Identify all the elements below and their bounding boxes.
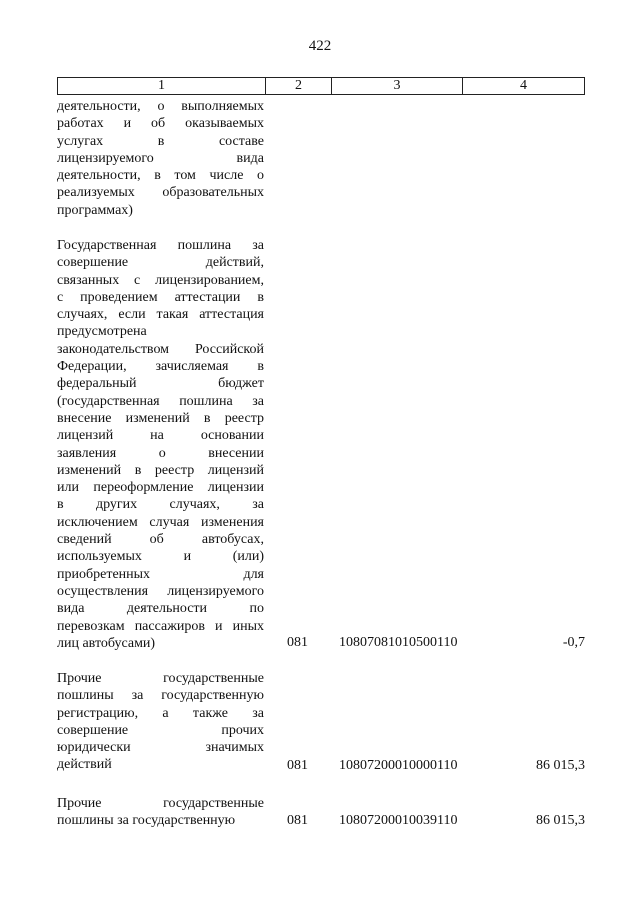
row-description (57, 98, 264, 219)
description-line: пошлины за государственную (57, 813, 236, 829)
row-description (57, 237, 264, 652)
row-description (57, 670, 264, 774)
column-header-3: 3 (331, 78, 462, 94)
description-line: в других случаях, за (57, 497, 264, 513)
description-line: программах) (57, 202, 133, 218)
description-line: услугах в составе (57, 133, 264, 149)
description-line: реализуемых образовательных (57, 185, 264, 201)
admin-code: 081 (287, 758, 308, 773)
description-line: работах и об оказываемых (57, 116, 264, 132)
amount: -0,7 (562, 635, 585, 650)
description-line: предусмотрена (57, 324, 147, 340)
description-line: Прочие государственные (57, 796, 264, 811)
description-line: совершение действий, (57, 255, 264, 271)
description-line: лицензий на основании (57, 428, 264, 444)
budget-code: 10807081010500110 (339, 635, 458, 650)
description-line: осуществления лицензируемого (57, 583, 264, 599)
amount: 86 015,3 (536, 758, 585, 773)
column-header-1: 1 (158, 78, 165, 93)
column-header-2: 2 (265, 78, 331, 94)
description-line: Прочие государственные (57, 671, 264, 686)
table-header (57, 77, 585, 95)
column-header-4: 4 (462, 78, 584, 94)
description-line: используемых и (или) (57, 549, 264, 565)
description-line: действий (57, 757, 112, 773)
description-line: Государственная пошлина за (57, 238, 264, 253)
description-line: случаях, если такая аттестация (57, 307, 264, 323)
description-line: лицензируемого вида (57, 150, 264, 166)
description-line: лиц автобусами) (57, 635, 156, 651)
description-line: внесение изменений в реестр (57, 410, 264, 426)
description-line: приобретенных для (57, 566, 264, 582)
description-line: федеральный бюджет (57, 376, 264, 392)
description-line: пошлины за государственную (57, 688, 264, 704)
row-description (57, 795, 264, 830)
description-line: исключением случая изменения (57, 514, 264, 530)
description-line: регистрацию, а также за (57, 705, 264, 721)
description-line: сведений об автобусах, (57, 532, 264, 548)
page-number: 422 (308, 38, 332, 54)
description-line: заявления о внесении (57, 445, 264, 461)
description-line: с проведением аттестации в (57, 289, 264, 305)
description-line: деятельности, о выполняемых (57, 99, 264, 114)
description-line: изменений в реестр лицензий (57, 462, 264, 478)
amount: 86 015,3 (536, 813, 585, 828)
description-line: связанных с лицензированием, (57, 272, 264, 288)
description-line: Федерации, зачисляемая в (57, 359, 264, 375)
admin-code: 081 (287, 813, 308, 828)
description-line: деятельности, в том числе о (57, 168, 264, 184)
description-line: законодательством Российской (57, 341, 264, 357)
description-line: (государственная пошлина за (57, 393, 264, 409)
description-line: перевозкам пассажиров и иных (57, 618, 264, 634)
admin-code: 081 (287, 635, 308, 650)
description-line: совершение прочих (57, 722, 264, 738)
description-line: юридически значимых (57, 740, 264, 756)
description-line: или переоформление лицензии (57, 480, 264, 496)
budget-code: 10807200010039110 (339, 813, 458, 828)
description-line: вида деятельности по (57, 601, 264, 617)
budget-code: 10807200010000110 (339, 758, 458, 773)
